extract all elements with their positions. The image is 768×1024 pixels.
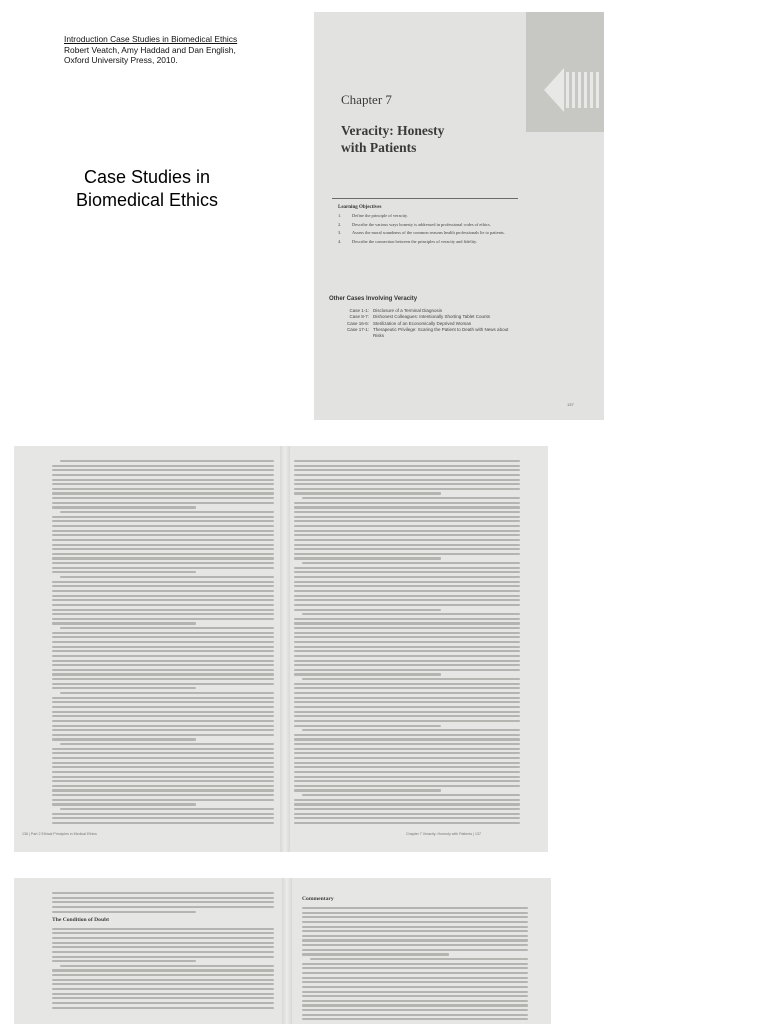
text-line	[294, 692, 520, 694]
text-line	[294, 683, 520, 685]
text-line	[294, 553, 520, 555]
text-line	[52, 771, 274, 773]
text-line	[52, 683, 274, 685]
text-line	[52, 701, 274, 703]
text-line	[52, 911, 196, 913]
text-line	[52, 979, 274, 981]
case-item	[329, 308, 519, 313]
text-line	[294, 627, 520, 629]
text-line	[294, 711, 520, 713]
citation-title: Introduction Case Studies in Biomedical Ethics	[64, 34, 238, 44]
citation-block	[64, 34, 237, 66]
case-number: Case 8-7:	[349, 314, 369, 320]
cover-title	[42, 166, 252, 212]
text-line	[294, 636, 520, 638]
chapter-heading	[341, 122, 511, 156]
text-line	[52, 604, 274, 606]
text-line	[52, 669, 274, 671]
text-line	[52, 794, 274, 796]
text-line	[294, 585, 520, 587]
text-line	[52, 488, 274, 490]
text-line	[52, 762, 274, 764]
text-line	[294, 604, 520, 606]
text-line	[294, 506, 520, 508]
text-line	[302, 986, 528, 988]
text-line	[294, 488, 520, 490]
text-line	[294, 548, 520, 550]
other-cases-heading: Other Cases Involving Veracity	[329, 296, 418, 302]
objective-text: Assess the moral soundness of the common reasons health professionals lie to patients.	[352, 230, 505, 236]
text-line	[294, 725, 441, 727]
text-line	[52, 465, 274, 467]
text-line	[294, 460, 520, 462]
text-line	[52, 969, 274, 971]
text-line	[294, 539, 520, 541]
text-line	[52, 557, 274, 559]
text-line	[52, 483, 274, 485]
objective-number: 4.	[338, 238, 342, 244]
text-line	[52, 632, 274, 634]
text-line	[52, 785, 274, 787]
case-number: Case 1-1:	[349, 308, 369, 313]
text-line	[52, 609, 274, 611]
text-line	[52, 752, 274, 754]
case-title: Sterilization of an Economically Deprived Woman	[373, 320, 472, 326]
text-line	[294, 720, 520, 722]
text-line	[294, 813, 520, 815]
text-line	[294, 757, 520, 759]
text-line	[52, 469, 274, 471]
text-line	[294, 465, 520, 467]
text-line	[294, 622, 520, 624]
text-line	[302, 935, 528, 937]
text-line	[52, 646, 274, 648]
text-line	[294, 520, 520, 522]
left-page-text-block	[52, 460, 274, 827]
text-line	[52, 892, 274, 894]
text-line	[52, 960, 196, 962]
other-cases-list	[329, 308, 519, 339]
text-line	[294, 599, 520, 601]
text-line	[294, 650, 520, 652]
text-line	[52, 715, 274, 717]
book-spread-pages-136-137	[14, 446, 548, 852]
citation-authors: Robert Veatch, Amy Haddad and Dan English,	[64, 44, 236, 55]
text-line	[60, 965, 274, 967]
text-line	[52, 928, 274, 930]
text-line	[302, 939, 528, 941]
text-line	[302, 1000, 528, 1002]
cover-title-line2: Biomedical Ethics	[75, 190, 219, 210]
text-line	[52, 650, 274, 652]
text-line	[52, 766, 274, 768]
book-gutter	[282, 878, 292, 1024]
text-line	[52, 738, 196, 740]
text-line	[52, 993, 274, 995]
text-line	[60, 692, 274, 694]
text-line	[52, 539, 274, 541]
arrow-icon	[526, 12, 604, 132]
text-line	[52, 822, 274, 824]
text-line	[302, 1009, 528, 1011]
text-line	[302, 926, 528, 928]
text-line	[294, 502, 520, 504]
text-line	[52, 581, 274, 583]
text-line	[294, 641, 520, 643]
text-line	[52, 660, 274, 662]
chapter-label: Chapter 7	[341, 92, 392, 107]
text-line	[52, 813, 274, 815]
text-line	[52, 595, 274, 597]
text-line	[52, 618, 274, 620]
text-line	[294, 525, 520, 527]
text-line	[52, 697, 274, 699]
text-line	[294, 581, 520, 583]
text-line	[52, 548, 274, 550]
text-line	[52, 687, 196, 689]
text-line	[52, 664, 274, 666]
text-line	[52, 655, 274, 657]
text-line	[52, 997, 274, 999]
text-line	[294, 817, 520, 819]
text-line	[302, 562, 520, 564]
text-line	[294, 609, 441, 611]
text-line	[302, 1018, 528, 1020]
text-line	[52, 729, 274, 731]
objective-text: Define the principle of veracity.	[352, 213, 408, 218]
text-line	[52, 937, 274, 939]
text-line	[294, 655, 520, 657]
text-line	[310, 958, 528, 960]
text-line	[294, 632, 520, 634]
text-line	[52, 706, 274, 708]
learning-objectives-heading: Learning Objectives	[338, 205, 382, 210]
text-line	[52, 720, 274, 722]
text-line	[302, 930, 528, 932]
text-line	[52, 474, 274, 476]
citation-publisher: Oxford University Press, 2010.	[64, 55, 178, 66]
objective-item	[338, 213, 518, 219]
text-line	[294, 748, 520, 750]
text-line	[294, 799, 520, 801]
text-line	[294, 789, 441, 791]
text-line	[52, 585, 274, 587]
page-number: 137	[567, 402, 574, 407]
right-page-text-block	[302, 892, 528, 1023]
text-line	[52, 988, 274, 990]
text-line	[302, 953, 449, 955]
text-line	[52, 951, 274, 953]
text-line	[52, 544, 274, 546]
text-line	[52, 599, 274, 601]
text-line	[294, 664, 520, 666]
text-line	[52, 942, 274, 944]
case-item	[329, 321, 519, 326]
text-line	[294, 808, 520, 810]
text-line	[294, 687, 520, 689]
left-page-footer: 136 | Part 2 Ethical Principles in Medical Ethics	[22, 832, 97, 836]
text-line	[294, 780, 520, 782]
text-line	[294, 576, 520, 578]
objective-text: Describe the connection between the principles of veracity and fidelity.	[352, 238, 478, 244]
text-line	[294, 571, 520, 573]
text-line	[302, 949, 528, 951]
text-line	[294, 492, 441, 494]
text-line	[52, 562, 274, 564]
right-page-text-block	[294, 460, 520, 827]
text-line	[52, 530, 274, 532]
text-line	[294, 766, 520, 768]
text-line	[52, 534, 274, 536]
case-title: Therapeutic Privilege: Scaring the Patient to Death with News about Risks	[373, 327, 509, 338]
text-line	[302, 912, 528, 914]
text-line	[52, 906, 274, 908]
text-line	[302, 977, 528, 979]
text-line	[294, 646, 520, 648]
text-line	[60, 511, 274, 513]
text-line	[52, 789, 274, 791]
text-line	[52, 636, 274, 638]
text-line	[294, 590, 520, 592]
text-line	[302, 921, 528, 923]
text-line	[52, 932, 274, 934]
text-line	[302, 944, 528, 946]
objective-number: 1.	[338, 213, 342, 218]
text-line	[302, 794, 520, 796]
text-line	[302, 981, 528, 983]
text-line	[294, 618, 520, 620]
objective-number: 2.	[338, 221, 342, 227]
text-line	[52, 897, 274, 899]
right-page-footer: Chapter 7 Veracity: Honesty with Patients | 137	[406, 832, 482, 836]
text-line	[302, 729, 520, 731]
text-line	[60, 743, 274, 745]
text-line	[294, 785, 520, 787]
text-line	[294, 822, 520, 824]
text-line	[60, 576, 274, 578]
chapter-arrow-graphic	[526, 12, 604, 132]
text-line	[52, 479, 274, 481]
text-line	[294, 706, 520, 708]
text-line	[52, 734, 274, 736]
text-line	[294, 534, 520, 536]
text-line	[294, 530, 520, 532]
text-line	[302, 963, 528, 965]
text-line	[52, 803, 196, 805]
case-number: Case 16-6:	[346, 320, 369, 326]
text-line	[294, 479, 520, 481]
text-line	[302, 916, 528, 918]
case-item	[329, 314, 519, 319]
text-line	[302, 613, 520, 615]
text-line	[294, 701, 520, 703]
book-spread-lower	[14, 878, 551, 1024]
text-line	[294, 715, 520, 717]
text-line	[52, 956, 274, 958]
text-line	[52, 673, 274, 675]
text-line	[52, 901, 274, 903]
text-line	[302, 907, 528, 909]
text-line	[60, 460, 274, 462]
text-line	[294, 660, 520, 662]
text-line	[294, 743, 520, 745]
chapter-heading-line1: Veracity: Honesty	[341, 123, 445, 138]
chapter-opening-page	[314, 12, 604, 420]
text-line	[52, 748, 274, 750]
text-line	[52, 641, 274, 643]
text-line	[52, 492, 274, 494]
text-line	[52, 613, 274, 615]
text-line	[52, 520, 274, 522]
text-line	[294, 697, 520, 699]
objective-item	[338, 239, 518, 245]
text-line	[52, 946, 274, 948]
text-line	[302, 1014, 528, 1016]
section-heading: Commentary	[302, 896, 334, 902]
text-line	[294, 516, 520, 518]
text-line	[52, 817, 274, 819]
learning-objectives-box	[332, 198, 518, 247]
text-line	[294, 669, 520, 671]
text-line	[52, 525, 274, 527]
text-line	[302, 972, 528, 974]
text-line	[294, 673, 441, 675]
text-line	[60, 808, 274, 810]
case-title: Disclosure of a Terminal Diagnosis	[373, 308, 442, 313]
text-line	[52, 678, 274, 680]
learning-objectives-list	[332, 213, 518, 244]
left-page-text-block	[52, 892, 274, 1011]
objective-item	[338, 222, 518, 228]
text-line	[52, 567, 274, 569]
text-line	[52, 780, 274, 782]
text-line	[294, 762, 520, 764]
section-heading: The Condition of Doubt	[52, 916, 110, 923]
text-line	[294, 776, 520, 778]
case-title: Dishonest Colleagues: Intentionally Shorting Tablet Counts	[373, 314, 490, 320]
text-line	[52, 506, 196, 508]
text-line	[52, 725, 274, 727]
book-gutter	[280, 446, 290, 852]
objective-item	[338, 230, 518, 236]
objective-number: 3.	[338, 230, 342, 236]
text-line	[52, 799, 274, 801]
text-line	[52, 1002, 274, 1004]
text-line	[294, 474, 520, 476]
text-line	[52, 974, 274, 976]
text-line	[52, 711, 274, 713]
text-line	[294, 738, 520, 740]
text-line	[294, 595, 520, 597]
text-line	[294, 557, 441, 559]
text-line	[52, 497, 274, 499]
text-line	[52, 983, 274, 985]
text-line	[302, 1004, 528, 1006]
text-line	[294, 511, 520, 513]
text-line	[52, 1007, 274, 1009]
case-item	[329, 327, 519, 338]
text-line	[52, 776, 274, 778]
text-line	[52, 590, 274, 592]
chapter-heading-line2: with Patients	[341, 140, 417, 155]
text-line	[60, 627, 274, 629]
text-line	[294, 483, 520, 485]
text-line	[294, 771, 520, 773]
text-line	[302, 995, 528, 997]
text-line	[302, 678, 520, 680]
cover-title-line1: Case Studies in	[83, 167, 211, 187]
text-line	[52, 757, 274, 759]
text-line	[52, 622, 196, 624]
objective-text: Describe the various ways honesty is addressed in professional codes of ethics.	[352, 221, 491, 227]
text-line	[294, 469, 520, 471]
text-line	[52, 516, 274, 518]
case-number: Case 17-1:	[346, 327, 369, 333]
text-line	[294, 803, 520, 805]
text-line	[294, 544, 520, 546]
text-line	[52, 553, 274, 555]
text-line	[52, 571, 196, 573]
text-line	[302, 991, 528, 993]
text-line	[294, 752, 520, 754]
text-line	[302, 497, 520, 499]
text-line	[294, 734, 520, 736]
text-line	[302, 967, 528, 969]
text-line	[52, 502, 274, 504]
text-line	[294, 567, 520, 569]
